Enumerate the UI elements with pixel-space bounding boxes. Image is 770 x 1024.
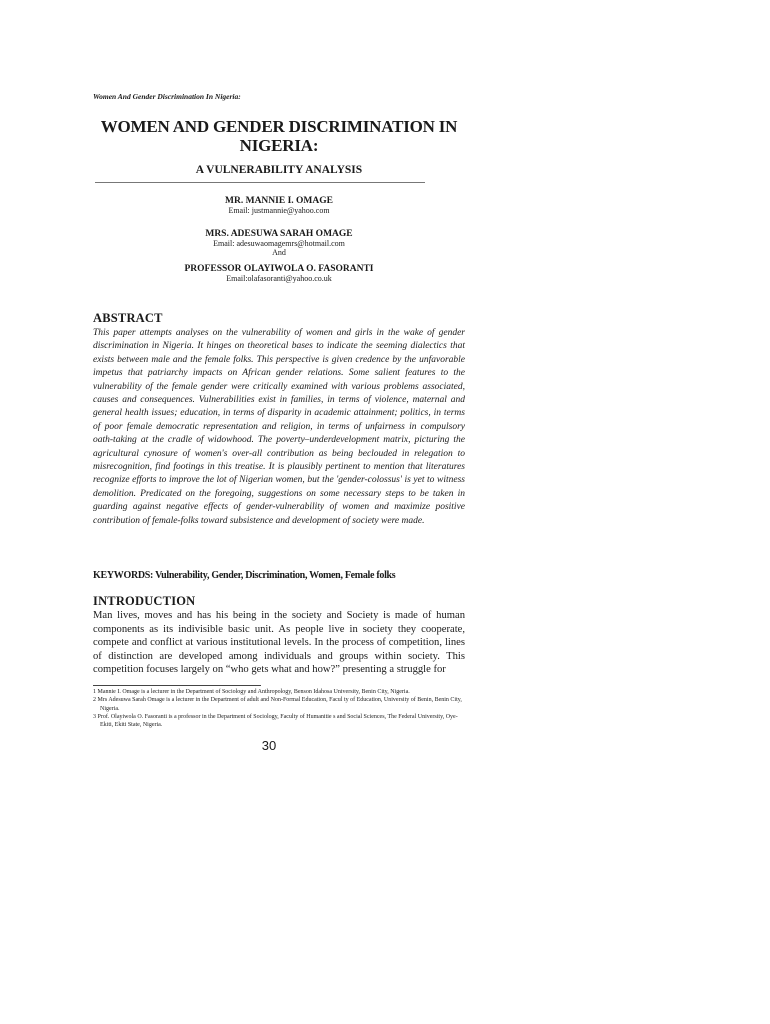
abstract-heading: ABSTRACT [93, 311, 163, 325]
author-3 [93, 264, 465, 283]
author-email: Email: adesuwaomagemrs@hotmail.com [213, 239, 345, 248]
author-1 [93, 196, 465, 215]
keywords: KEYWORDS: Vulnerability, Gender, Discrimination, Women, Female folks [93, 570, 396, 581]
title-line-2: NIGERIA: [239, 136, 319, 155]
page-number: 30 [261, 738, 277, 753]
footnote: 2 Mrs Adesuwa Sarah Omage is a lecturer in the Department of adult and Non-Formal Education, Facul ty of Education, University of Benin, Benin City, Nigeria. [93, 697, 462, 712]
running-head: Women And Gender Discrimination In Nigeria: [93, 92, 241, 101]
author-email: Email:olafasoranti@yahoo.co.uk [226, 274, 332, 283]
footnote: 3 Prof. Olayiwola O. Fasoranti is a professor in the Department of Sociology, Faculty of Humanitie s and Social Sciences, The Federal University, Oye-Ekiti, Ekiti State, Nigeria. [93, 713, 458, 729]
author-name: MRS. ADESUWA SARAH OMAGE [205, 229, 353, 239]
paper-subtitle: A VULNERABILITY ANALYSIS [195, 164, 363, 176]
introduction-text: Man lives, moves and has his being in the society and Society is made of human components as its indivisible basic unit. As people live in society they cooperate, compete and conflict at various institutional levels. In the process of competition, lines of distinction are developed among individuals and groups within society. This competition focuses largely on “who gets what and how?” presenting a struggle for [93, 610, 465, 675]
author-name: MR. MANNIE I. OMAGE [225, 196, 333, 206]
title-line-1: WOMEN AND GENDER DISCRIMINATION IN [100, 117, 458, 136]
title-divider [95, 182, 425, 183]
footnote-divider [93, 685, 261, 686]
and-separator: And [272, 248, 286, 257]
paper-title [93, 117, 465, 155]
introduction-heading: INTRODUCTION [93, 594, 196, 608]
footnotes [93, 688, 465, 729]
author-name: PROFESSOR OLAYIWOLA O. FASORANTI [184, 264, 374, 274]
author-2 [93, 229, 465, 257]
footnote: 1 Mannie I. Omage is a lecturer in the Department of Sociology and Anthropology, Benson Idahosa University, Benin City, Nigeria. [93, 689, 410, 695]
author-email: Email: justmannie@yahoo.com [228, 206, 330, 215]
abstract-text: This paper attempts analyses on the vulnerability of women and girls in the wake of gender discrimination in Nigeria. It hinges on theoretical bases to indicate the seeming dialectics that exists between male and the female folks. This perspective is given credence by the unfavorable impetus that patriarchy impacts on African gender relations. Some salient features to the vulnerability of the female gender were critically examined with various problems associated, causes and consequences. Vulnerabilities exist in families, in terms of violence, maternal and general health issues; education, in terms of disparity in academic attainment; politics, in terms of poor female democratic representation and religion, in terms of unfairness in compulsory oath-taking at the cradle of widowhood. The poverty–underdevelopment matrix, picturing the agricultural cynosure of women's over-all contribution as being beclouded in relegation to misrecognition, find footings in this treatise. It is plausibly pertinent to mention that literatures recognize efforts to improve the lot of Nigerian women, but the 'gender-colossus' is yet to witness demolition. Predicated on the foregoing, suggestions on some necessary steps to be taken in guarding against negative effects of gender-vulnerability of women and maximize positive contribution of female-folks toward subsistence and development of society were made. [93, 328, 465, 526]
